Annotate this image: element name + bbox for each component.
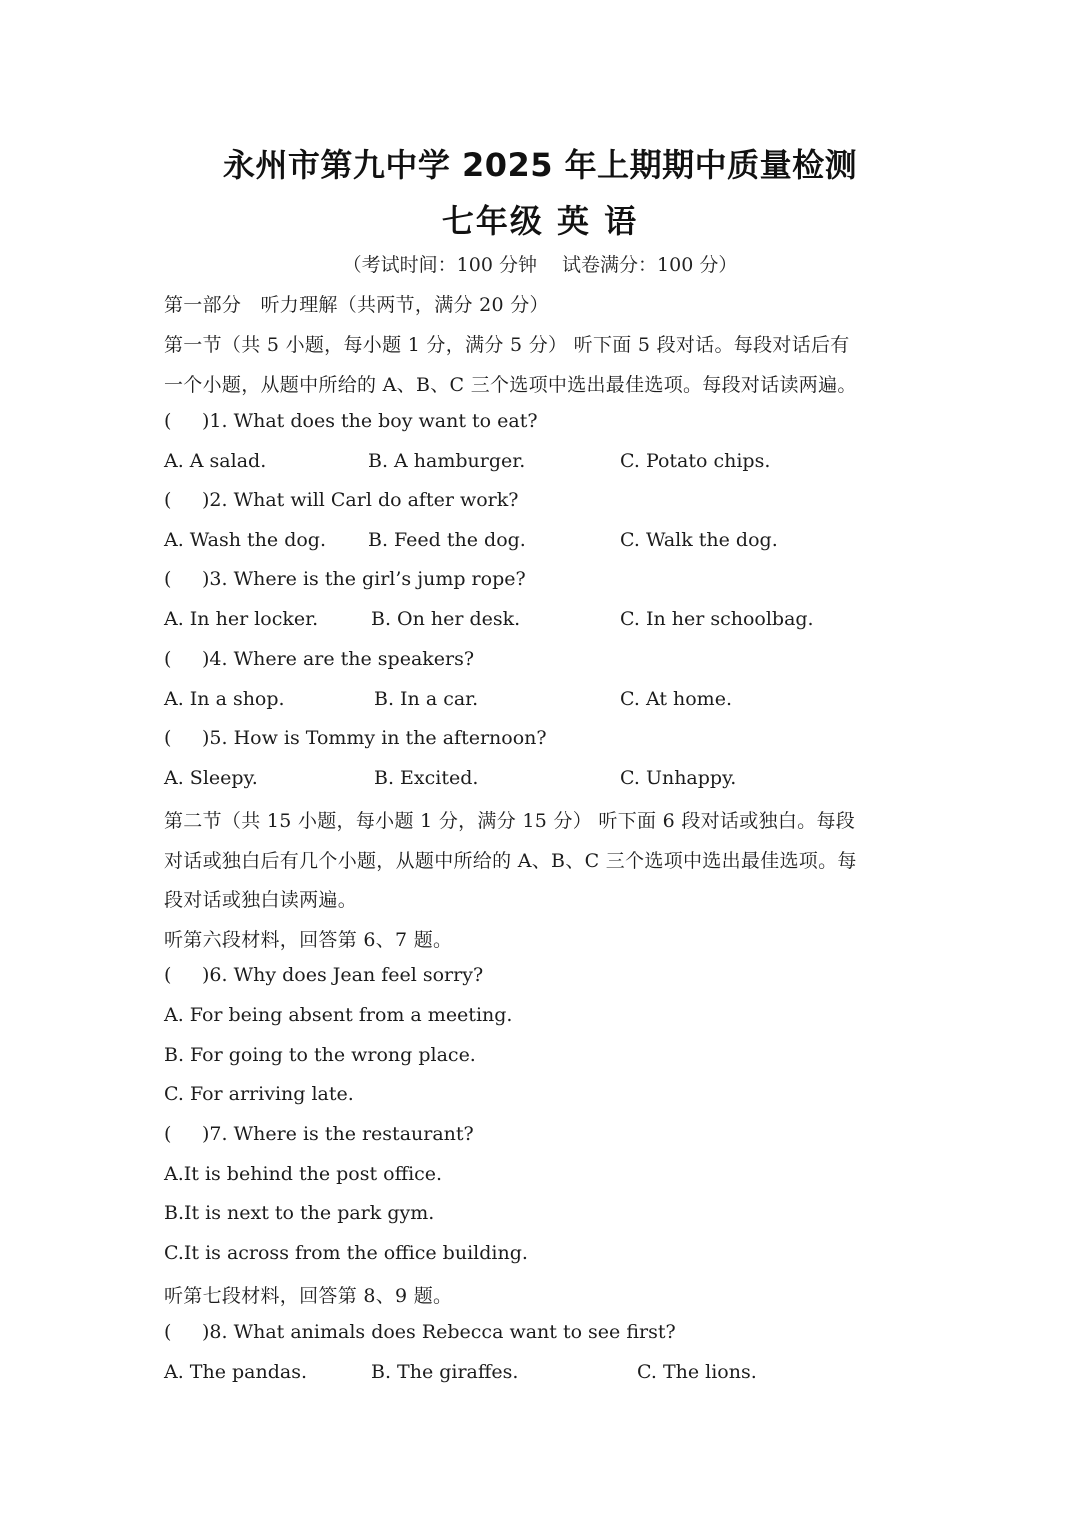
section2-instruction-2: 对话或独白后有几个小题，从题中所给的 A、B、C 三个选项中选出最佳选项。每: [164, 850, 857, 872]
section2-instruction-1: 第二节（共 15 小题，每小题 1 分，满分 15 分） 听下面 6 段对话或独白。每段: [164, 810, 856, 832]
option-c: C. At home.: [620, 688, 732, 710]
answer-paren: (: [164, 410, 172, 432]
option-b: B. The giraffes.: [371, 1361, 519, 1383]
option-b: B.It is next to the park gym.: [164, 1202, 435, 1224]
option-c: C. In her schoolbag.: [620, 608, 814, 630]
option-c: C. Unhappy.: [620, 767, 737, 789]
question-2: [164, 489, 518, 511]
option-c: C. The lions.: [637, 1361, 757, 1383]
option-c: C.It is across from the office building.: [164, 1242, 528, 1264]
section1-instruction-1: 第一节（共 5 小题，每小题 1 分，满分 5 分） 听下面 5 段对话。每段对话后有: [164, 334, 850, 356]
question-stem: )1. What does the boy want to eat?: [202, 410, 538, 432]
option-c: C. Potato chips.: [620, 450, 771, 472]
question-stem: )7. Where is the restaurant?: [202, 1123, 474, 1145]
option-a: A. A salad.: [164, 450, 267, 472]
section2-instruction-3: 段对话或独白读两遍。: [164, 889, 358, 911]
option-c: C. For arriving late.: [164, 1083, 354, 1105]
option-b: B. On her desk.: [371, 608, 521, 630]
material-6-heading: 听第六段材料，回答第 6、7 题。: [164, 929, 453, 951]
answer-paren: (: [164, 727, 172, 749]
question-7: [164, 1123, 474, 1145]
option-a: A. In a shop.: [164, 688, 285, 710]
option-a: A. In her locker.: [164, 608, 319, 630]
exam-info: （考试时间：100 分钟 试卷满分：100 分）: [342, 254, 738, 276]
option-a: A. Wash the dog.: [164, 529, 326, 551]
question-stem: )2. What will Carl do after work?: [202, 489, 519, 511]
option-b: B. For going to the wrong place.: [164, 1044, 476, 1066]
question-stem: )4. Where are the speakers?: [202, 648, 475, 670]
option-b: B. Excited.: [374, 767, 479, 789]
question-4: [164, 648, 474, 670]
answer-paren: (: [164, 1123, 172, 1145]
question-1: [164, 410, 538, 432]
question-stem: )8. What animals does Rebecca want to see first?: [202, 1321, 676, 1343]
section1-instruction-2: 一个小题，从题中所给的 A、B、C 三个选项中选出最佳选项。每段对话读两遍。: [164, 374, 857, 396]
answer-paren: (: [164, 489, 172, 511]
option-b: B. Feed the dog.: [368, 529, 526, 551]
option-a: A. For being absent from a meeting.: [164, 1004, 513, 1026]
answer-paren: (: [164, 1321, 172, 1343]
material-7-heading: 听第七段材料，回答第 8、9 题。: [164, 1285, 453, 1307]
question-stem: )6. Why does Jean feel sorry?: [202, 964, 484, 986]
part1-heading: 第一部分 听力理解（共两节，满分 20 分）: [164, 294, 549, 316]
question-8: [164, 1321, 676, 1343]
answer-paren: (: [164, 964, 172, 986]
option-b: B. A hamburger.: [368, 450, 526, 472]
answer-paren: (: [164, 648, 172, 670]
subject-title: 七年级 英 语: [441, 202, 639, 240]
question-stem: )5. How is Tommy in the afternoon?: [202, 727, 547, 749]
option-c: C. Walk the dog.: [620, 529, 778, 551]
question-6: [164, 964, 483, 986]
answer-paren: (: [164, 568, 172, 590]
question-3: [164, 568, 526, 590]
option-a: A. Sleepy.: [164, 767, 258, 789]
option-a: A. The pandas.: [164, 1361, 308, 1383]
option-b: B. In a car.: [374, 688, 479, 710]
option-a: A.It is behind the post office.: [164, 1163, 443, 1185]
question-5: [164, 727, 547, 749]
question-stem: )3. Where is the girl’s jump rope?: [202, 568, 526, 590]
exam-title: 永州市第九中学 2025 年上期期中质量检测: [222, 146, 858, 184]
